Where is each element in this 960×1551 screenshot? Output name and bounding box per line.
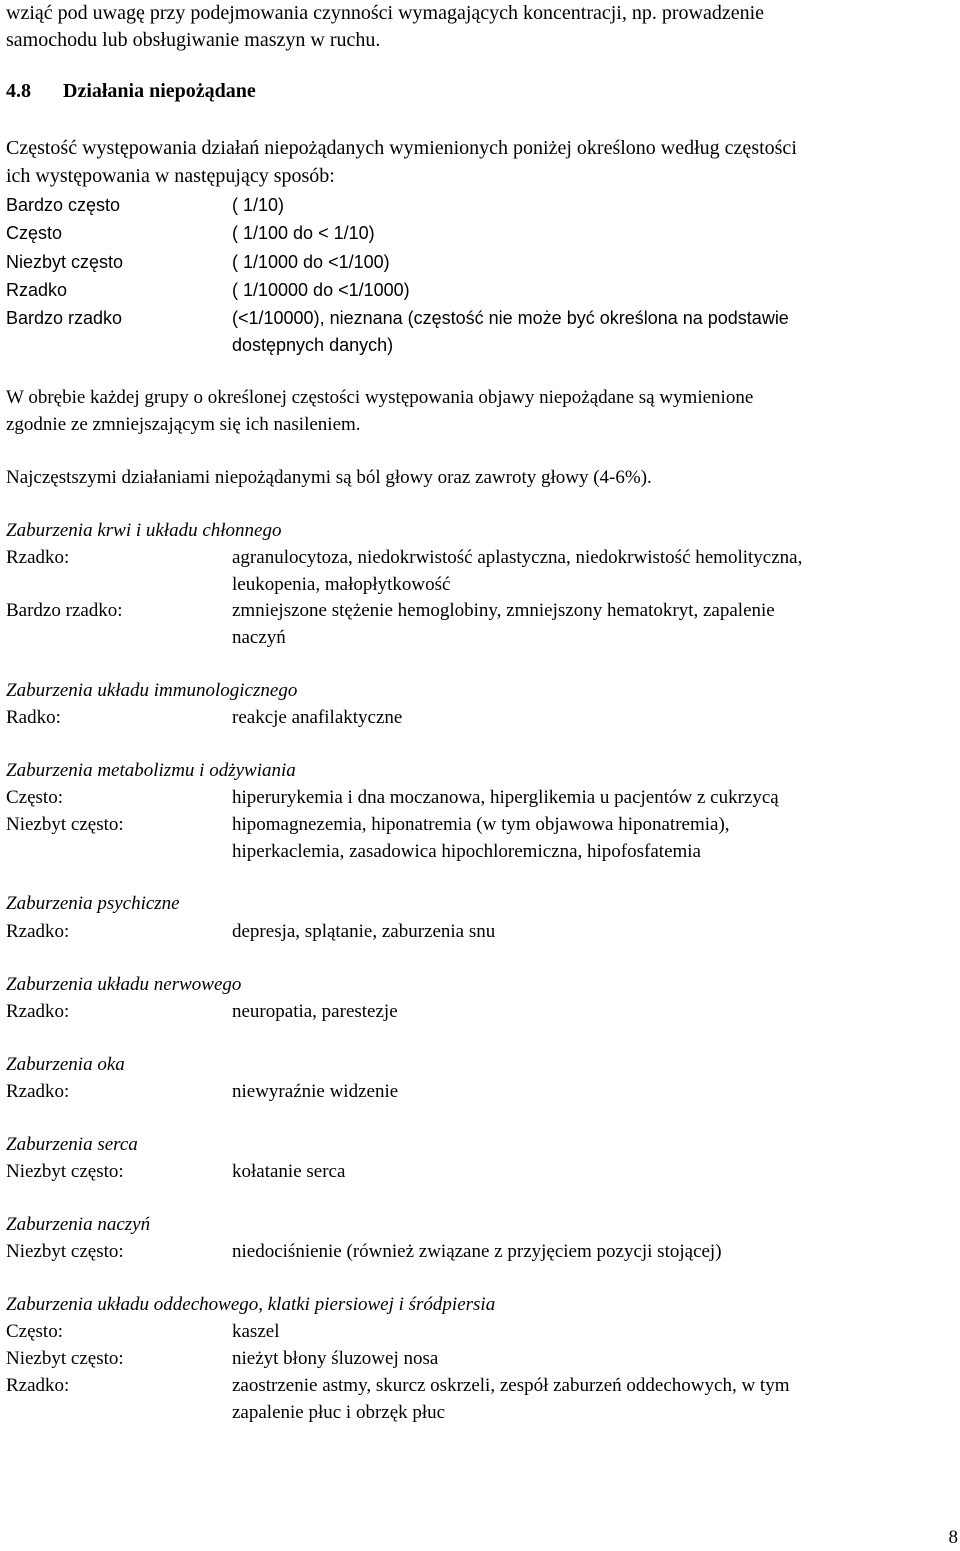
entry-text: neuropatia, parestezje (232, 1001, 398, 1022)
entry-text: hiperurykemia i dna moczanowa, hiperglikemia u pacjentów z cukrzycą (232, 787, 779, 808)
frequency-label: Bardzo często (6, 195, 121, 215)
entry-text: naczyń (232, 627, 286, 648)
category-title: Zaburzenia psychiczne (6, 893, 180, 914)
category-title: Zaburzenia krwi i układu chłonnego (6, 520, 282, 541)
frequency-value: dostępnych danych) (232, 335, 394, 355)
category-title: Zaburzenia układu oddechowego, klatki piersiowej i śródpiersia (6, 1294, 496, 1315)
entry-frequency: Bardzo rzadko: (6, 600, 123, 621)
frequency-intro-line-2: ich występowania w następujący sposób: (6, 165, 335, 187)
frequency-value: (<1/10000), nieznana (częstość nie może być określona na podstawie (232, 308, 789, 328)
frequency-value: ( 1/10000 do <1/1000) (232, 280, 410, 300)
entry-frequency: Rzadko: (6, 1375, 70, 1396)
category-title: Zaburzenia serca (6, 1134, 138, 1155)
entry-frequency: Rzadko: (6, 921, 70, 942)
category-title: Zaburzenia układu immunologicznego (6, 680, 298, 701)
intro-line-1: wziąć pod uwagę przy podejmowania czynności wymagających koncentracji, np. prowadzenie (6, 2, 765, 24)
section-heading (6, 81, 256, 101)
page-number: 8 (948, 1527, 958, 1548)
entry-text: hiperkaclemia, zasadowica hipochloremiczna, hipofosfatemia (232, 841, 701, 862)
frequency-label: Bardzo rzadko (6, 308, 123, 328)
entry-frequency: Często: (6, 1321, 63, 1342)
category-title: Zaburzenia metabolizmu i odżywiania (6, 760, 296, 781)
entry-text: nieżyt błony śluzowej nosa (232, 1348, 439, 1369)
category-title: Zaburzenia naczyń (6, 1214, 151, 1235)
entry-frequency: Niezbyt często: (6, 814, 124, 835)
section-title: Działania niepożądane (63, 80, 256, 102)
section-number: 4.8 (6, 80, 31, 102)
frequency-label: Często (6, 223, 63, 243)
category-title: Zaburzenia oka (6, 1054, 125, 1075)
entry-text: leukopenia, małopłytkowość (232, 574, 451, 595)
frequency-value: ( 1/10) (232, 195, 285, 215)
most-common-line: Najczęstszymi działaniami niepożądanymi są ból głowy oraz zawroty głowy (4-6%). (6, 467, 652, 488)
entry-frequency: Często: (6, 787, 63, 808)
entry-frequency: Rzadko: (6, 1081, 70, 1102)
entry-frequency: Rzadko: (6, 547, 70, 568)
entry-frequency: Radko: (6, 707, 61, 728)
ordering-note-line-2: zgodnie ze zmniejszającym się ich nasileniem. (6, 414, 361, 435)
entry-text: kołatanie serca (232, 1161, 346, 1182)
entry-text: zapalenie płuc i obrzęk płuc (232, 1402, 446, 1423)
entry-text: agranulocytoza, niedokrwistość aplastyczna, niedokrwistość hemolityczna, (232, 547, 803, 568)
entry-frequency: Niezbyt często: (6, 1348, 124, 1369)
entry-text: hipomagnezemia, hiponatremia (w tym objawowa hiponatremia), (232, 814, 730, 835)
intro-line-2: samochodu lub obsługiwanie maszyn w ruchu. (6, 29, 381, 51)
frequency-label: Rzadko (6, 280, 68, 300)
entry-text: niedociśnienie (również związane z przyjęciem pozycji stojącej) (232, 1241, 722, 1262)
entry-text: zaostrzenie astmy, skurcz oskrzeli, zespół zaburzeń oddechowych, w tym (232, 1375, 790, 1396)
entry-text: zmniejszone stężenie hemoglobiny, zmniejszony hematokryt, zapalenie (232, 600, 775, 621)
frequency-intro-line-1: Częstość występowania działań niepożądanych wymienionych poniżej określono według częstości (6, 137, 797, 159)
frequency-value: ( 1/100 do < 1/10) (232, 223, 375, 243)
entry-text: niewyraźnie widzenie (232, 1081, 399, 1102)
ordering-note-line-1: W obrębie każdej grupy o określonej częstości występowania objawy niepożądane są wymienione (6, 387, 754, 408)
category-title: Zaburzenia układu nerwowego (6, 974, 242, 995)
entry-text: reakcje anafilaktyczne (232, 707, 403, 728)
entry-frequency: Niezbyt często: (6, 1161, 124, 1182)
frequency-label: Niezbyt często (6, 252, 124, 272)
frequency-value: ( 1/1000 do <1/100) (232, 252, 390, 272)
entry-frequency: Rzadko: (6, 1001, 70, 1022)
entry-text: depresja, splątanie, zaburzenia snu (232, 921, 496, 942)
entry-text: kaszel (232, 1321, 280, 1342)
entry-frequency: Niezbyt często: (6, 1241, 124, 1262)
